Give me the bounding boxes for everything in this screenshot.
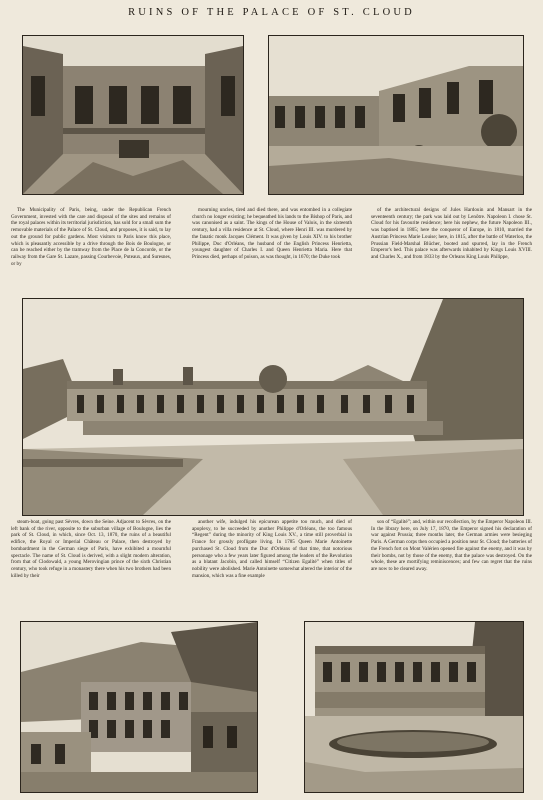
illustration-ruins-hillside (20, 621, 258, 793)
paragraph: son of “Egalité”; and, within our recollection, by the Emperor Napoleon III. In the library here, on July 17, 1870, the Emperor signed his declaration of war against Prussia; three months later, the German armies were besieging Paris. A German corps then occupied a position near St. Cloud; the batteries of the French fort on Mont Valérien opened fire against the enemy, and it was by their bombs, not by those of the enemy, that the palace was destroyed. On the whole, these are mortifying reminiscences; and few can regret that the ruins are now to be cleared away. (371, 519, 532, 573)
text-column-top-1 (11, 207, 171, 295)
illustration-garden-basin (304, 621, 524, 793)
text-column-top-3 (371, 207, 532, 295)
text-column-bottom-2 (192, 519, 352, 607)
illustration-ruined-facade (268, 35, 524, 195)
text-column-top-2 (192, 207, 352, 295)
paragraph: another wife, indulged his epicurean appetite too much, and died of apoplexy, to be succeeded by another Philippe d'Orléans, the too famous “Regent” during the minority of King Louis XV., a time still proverbial in France for grossly profligate living. In 1785 Queen Marie Antoinette purchased St. Cloud from the Duc d'Orléans of that time, that notorious personage who a few years later figured among the leaders of the Revolution as a blatant Jacobin, and called himself “Citizen Egalité” when titles of nobility were abolished. Marie Antoinette somewhat altered the interior of the mansion, which was a fine example (192, 519, 352, 579)
text-column-bottom-1 (11, 519, 171, 607)
paragraph: The Municipality of Paris, being, under the Republican French Government, invested with the care and disposal of the sites and remains of the royal palaces within its territorial jurisdiction, has sold for a small sum the removable materials of the Palace of St. Cloud, and proposes, it is said, to lay out the ground for public gardens. Most visitors to Paris know this place, which is pleasantly accessible by a drive through the Bois de Boulogne, or can be reached either by the tramway from the Place de la Concorde, or the railway from the Gare St. Lazare, passing Courbevoie, Puteaux, and Suresnes, or by (11, 207, 171, 267)
paragraph: of the architectural designs of Jules Hardouin and Mansart in the seventeenth century; the park was laid out by Lenôtre. Napoleon I. chose St. Cloud for his favourite residence; here his nephew, the future Napoleon III., was baptised in 1805; here the conqueror of Europe, in 1810, married the Austrian Princess Marie Louise; here, in 1815, after the battle of Waterloo, the Prussian Field-Marshal Blücher, booted and spurred, lay in the French Emperor's bed. This palace was afterwards inhabited by Kings Louis XVIII. and Charles X., and from 1833 by the Orleans King Louis Philippe, (371, 207, 532, 261)
illustration-ruined-courtyard (22, 35, 244, 195)
illustration-palace-panorama (22, 298, 524, 516)
text-column-bottom-3 (371, 519, 532, 607)
paragraph: mourning uncles, tired and died there, and was entombed in a collegiate church no longer existing; he bequeathed his lands to the Bishop of Paris, and was canonised as a saint. The kings of the House of Valois, in the sixteenth century, had a villa residence at St. Cloud, where Henri III. was murdered by the fanatic monk Jacques Clément. It was given by Louis XIV. to his brother Philippe, Duc d'Orléans, the husband of the English Princess Henrietta, youngest daughter of Charles I. and Queen Henrietta Maria. Here that Princess died, perhaps of poison, as was thought, in 1670; the Duke took (192, 207, 352, 261)
page-title: RUINS OF THE PALACE OF ST. CLOUD (128, 7, 415, 18)
paragraph: steam-boat, going past Sèvres, down the Seine. Adjacent to Sèvres, on the left bank of the river, opposite to the suburban village of Boulogne, lies the park of St. Cloud, in which, since Oct. 13, 1870, the ruins of a beautiful edifice, the Royal or Imperial Château or Palace, then destroyed by bombardment in the German siege of Paris, have exhibited a mournful spectacle. The name of St. Cloud is derived, with a slight modern alteration, from that of Clodowald, a young Merovingian prince of the sixth Christian century, who took refuge in a monastery there when his two brothers had been killed by their (11, 519, 171, 579)
